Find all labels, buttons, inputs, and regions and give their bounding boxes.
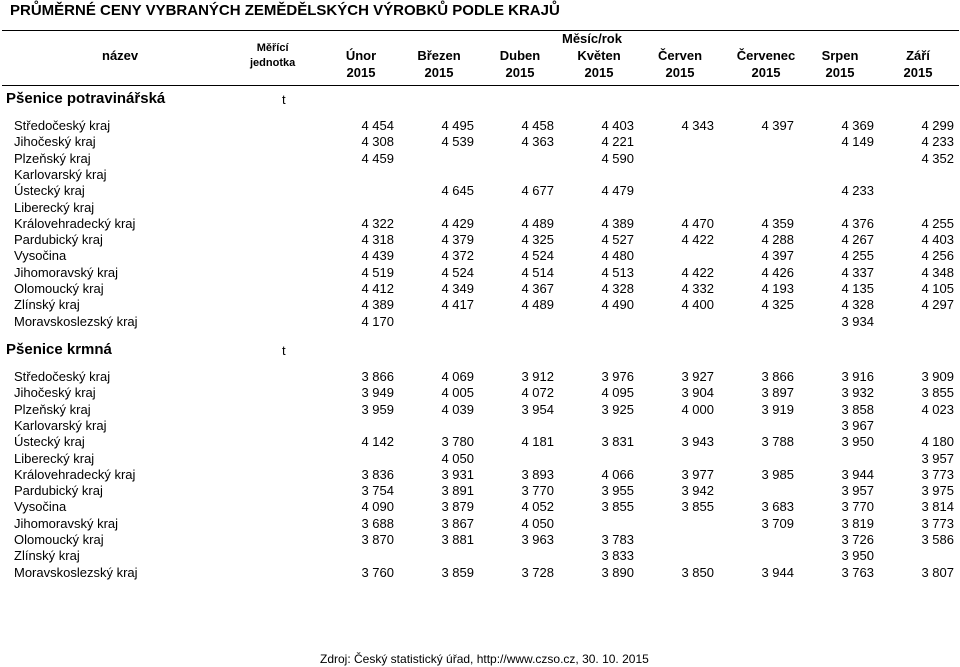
price-cell: 4 480 <box>601 248 634 264</box>
price-cell: 4 426 <box>761 264 794 280</box>
price-cell: 4 403 <box>921 232 954 248</box>
price-cell: 4 297 <box>921 297 954 313</box>
price-cell: 3 904 <box>681 385 714 401</box>
month-header <box>800 47 880 81</box>
price-cell: 4 495 <box>441 118 474 133</box>
price-cell: 4 343 <box>681 118 714 133</box>
price-cell: 3 867 <box>441 515 474 531</box>
price-cell: 3 728 <box>521 564 554 580</box>
month-year: 2015 <box>584 65 614 80</box>
price-cell: 3 950 <box>841 548 874 564</box>
price-cell: 4 105 <box>921 281 954 296</box>
price-cell: 4 454 <box>361 118 394 133</box>
region-name: Liberecký kraj <box>14 450 95 466</box>
month-header <box>559 47 639 81</box>
region-name: Pardubický kraj <box>14 483 103 499</box>
region-name: Moravskoslezský kraj <box>14 564 138 580</box>
price-cell: 3 891 <box>441 483 474 499</box>
month-year: 2015 <box>424 65 454 80</box>
price-cell: 3 985 <box>761 466 794 482</box>
price-cell: 4 677 <box>521 183 554 199</box>
source-footer: Zdroj: Český statistický úřad, http://www.czso.cz, 30. 10. 2015 <box>320 652 649 666</box>
price-cell: 4 233 <box>841 183 874 199</box>
month-header <box>321 47 401 81</box>
price-cell: 3 688 <box>361 515 394 531</box>
region-name: Plzeňský kraj <box>14 150 91 166</box>
price-cell: 4 039 <box>441 401 474 417</box>
month-name: Červen <box>657 48 703 63</box>
price-cell: 4 352 <box>921 150 954 166</box>
price-cell: 3 909 <box>921 369 954 384</box>
price-cell: 4 376 <box>841 215 874 231</box>
price-cell: 3 763 <box>841 564 874 580</box>
price-cell: 4 397 <box>761 118 794 133</box>
price-cell: 4 142 <box>361 434 394 450</box>
section-title: Pšenice krmná <box>6 341 112 358</box>
price-cell: 4 470 <box>681 215 714 231</box>
price-cell: 3 586 <box>921 532 954 547</box>
price-cell: 3 783 <box>601 532 634 547</box>
price-cell: 3 850 <box>681 564 714 580</box>
price-cell: 4 389 <box>601 215 634 231</box>
region-name: Plzeňský kraj <box>14 401 91 417</box>
price-cell: 4 255 <box>841 248 874 264</box>
month-name: Červenec <box>736 48 796 63</box>
price-cell: 3 754 <box>361 483 394 499</box>
price-cell: 3 934 <box>841 313 874 329</box>
price-cell: 3 855 <box>681 499 714 515</box>
price-cell: 3 881 <box>441 532 474 547</box>
price-cell: 4 050 <box>521 515 554 531</box>
price-cell: 4 524 <box>521 248 554 264</box>
price-cell: 3 943 <box>681 434 714 450</box>
month-name: Duben <box>499 48 541 63</box>
price-cell: 4 400 <box>681 297 714 313</box>
price-cell: 4 221 <box>601 134 634 150</box>
price-cell: 4 367 <box>521 281 554 296</box>
price-cell: 3 858 <box>841 401 874 417</box>
region-name: Středočeský kraj <box>14 369 111 384</box>
price-cell: 4 066 <box>601 466 634 482</box>
price-cell: 4 489 <box>521 215 554 231</box>
region-name: Vysočina <box>14 499 67 515</box>
price-cell: 4 349 <box>441 281 474 296</box>
price-cell: 4 325 <box>521 232 554 248</box>
price-cell: 4 417 <box>441 297 474 313</box>
unit-label-line1: Měřící <box>256 42 289 54</box>
price-cell: 4 479 <box>601 183 634 199</box>
price-cell: 4 090 <box>361 499 394 515</box>
price-cell: 4 000 <box>681 401 714 417</box>
month-header <box>399 47 479 81</box>
price-cell: 3 814 <box>921 499 954 515</box>
price-cell: 4 412 <box>361 281 394 296</box>
region-name: Olomoucký kraj <box>14 532 104 547</box>
price-cell: 4 193 <box>761 281 794 296</box>
month-year: 2015 <box>505 65 535 80</box>
price-cell: 4 170 <box>361 313 394 329</box>
price-cell: 3 975 <box>921 483 954 499</box>
month-header <box>726 47 806 81</box>
price-cell: 4 233 <box>921 134 954 150</box>
price-cell: 4 458 <box>521 118 554 133</box>
price-cell: 3 916 <box>841 369 874 384</box>
price-cell: 3 773 <box>921 466 954 482</box>
price-cell: 3 773 <box>921 515 954 531</box>
price-cell: 4 527 <box>601 232 634 248</box>
price-cell: 3 855 <box>601 499 634 515</box>
price-cell: 4 514 <box>521 264 554 280</box>
price-cell: 4 363 <box>521 134 554 150</box>
price-cell: 3 780 <box>441 434 474 450</box>
price-cell: 3 831 <box>601 434 634 450</box>
month-header <box>640 47 720 81</box>
price-cell: 4 149 <box>841 134 874 150</box>
price-cell: 3 931 <box>441 466 474 482</box>
price-cell: 3 879 <box>441 499 474 515</box>
price-cell: 3 807 <box>921 564 954 580</box>
price-cell: 3 897 <box>761 385 794 401</box>
price-cell: 3 942 <box>681 483 714 499</box>
price-cell: 3 967 <box>841 417 874 433</box>
price-cell: 3 683 <box>761 499 794 515</box>
price-cell: 4 389 <box>361 297 394 313</box>
price-cell: 3 770 <box>841 499 874 515</box>
price-cell: 3 919 <box>761 401 794 417</box>
price-cell: 3 760 <box>361 564 394 580</box>
price-cell: 3 726 <box>841 532 874 547</box>
price-cell: 4 288 <box>761 232 794 248</box>
region-name: Ústecký kraj <box>14 183 85 199</box>
region-name: Jihočeský kraj <box>14 134 96 150</box>
price-cell: 4 459 <box>361 150 394 166</box>
price-cell: 4 332 <box>681 281 714 296</box>
price-cell: 3 893 <box>521 466 554 482</box>
price-cell: 3 866 <box>361 369 394 384</box>
page-title: PRŮMĚRNÉ CENY VYBRANÝCH ZEMĚDĚLSKÝCH VÝROBKŮ PODLE KRAJŮ <box>10 2 560 19</box>
month-name: Květen <box>577 48 621 63</box>
price-cell: 4 069 <box>441 369 474 384</box>
price-cell: 3 819 <box>841 515 874 531</box>
price-cell: 4 255 <box>921 215 954 231</box>
price-cell: 4 359 <box>761 215 794 231</box>
price-cell: 4 005 <box>441 385 474 401</box>
price-cell: 4 489 <box>521 297 554 313</box>
price-cell: 3 950 <box>841 434 874 450</box>
column-header-unit <box>250 41 295 71</box>
price-cell: 3 866 <box>761 369 794 384</box>
price-cell: 3 836 <box>361 466 394 482</box>
price-cell: 4 135 <box>841 281 874 296</box>
region-name: Jihomoravský kraj <box>14 515 119 531</box>
price-cell: 4 308 <box>361 134 394 150</box>
price-cell: 3 890 <box>601 564 634 580</box>
month-name: Září <box>906 48 930 63</box>
region-name: Liberecký kraj <box>14 199 95 215</box>
month-year: 2015 <box>665 65 695 80</box>
month-name: Srpen <box>821 48 859 63</box>
price-cell: 4 328 <box>841 297 874 313</box>
price-cell: 4 397 <box>761 248 794 264</box>
price-cell: 3 709 <box>761 515 794 531</box>
price-cell: 4 422 <box>681 264 714 280</box>
price-cell: 4 348 <box>921 264 954 280</box>
price-cell: 4 429 <box>441 215 474 231</box>
month-name: Březen <box>417 48 461 63</box>
month-year: 2015 <box>751 65 781 80</box>
price-cell: 4 322 <box>361 215 394 231</box>
price-cell: 3 870 <box>361 532 394 547</box>
price-cell: 4 052 <box>521 499 554 515</box>
price-cell: 3 959 <box>361 401 394 417</box>
price-cell: 4 379 <box>441 232 474 248</box>
price-cell: 3 949 <box>361 385 394 401</box>
region-name: Pardubický kraj <box>14 232 103 248</box>
region-name: Středočeský kraj <box>14 118 111 133</box>
month-name: Únor <box>345 48 377 63</box>
price-cell: 4 267 <box>841 232 874 248</box>
region-name: Zlínský kraj <box>14 548 80 564</box>
price-cell: 3 932 <box>841 385 874 401</box>
price-cell: 3 859 <box>441 564 474 580</box>
column-header-name: název <box>102 48 139 63</box>
column-group-month-year: Měsíc/rok <box>562 31 622 46</box>
month-year: 2015 <box>903 65 933 80</box>
price-cell: 4 490 <box>601 297 634 313</box>
price-cell: 3 976 <box>601 369 634 384</box>
price-cell: 3 954 <box>521 401 554 417</box>
price-cell: 3 944 <box>761 564 794 580</box>
month-header <box>878 47 958 81</box>
price-cell: 4 095 <box>601 385 634 401</box>
region-name: Moravskoslezský kraj <box>14 313 138 329</box>
region-name: Jihomoravský kraj <box>14 264 119 280</box>
price-cell: 4 645 <box>441 183 474 199</box>
region-name: Ústecký kraj <box>14 434 85 450</box>
region-name: Vysočina <box>14 248 67 264</box>
price-cell: 3 963 <box>521 532 554 547</box>
price-cell: 3 955 <box>601 483 634 499</box>
section-unit: t <box>282 343 286 358</box>
region-name: Královehradecký kraj <box>14 215 136 231</box>
price-cell: 4 181 <box>521 434 554 450</box>
price-cell: 3 927 <box>681 369 714 384</box>
price-cell: 3 944 <box>841 466 874 482</box>
price-cell: 4 180 <box>921 434 954 450</box>
price-cell: 3 925 <box>601 401 634 417</box>
section-title: Pšenice potravinářská <box>6 90 166 107</box>
price-cell: 4 439 <box>361 248 394 264</box>
price-cell: 4 369 <box>841 118 874 133</box>
price-cell: 4 422 <box>681 232 714 248</box>
price-cell: 3 788 <box>761 434 794 450</box>
price-cell: 4 372 <box>441 248 474 264</box>
region-name: Olomoucký kraj <box>14 281 104 296</box>
table-header <box>2 30 959 86</box>
price-cell: 4 299 <box>921 118 954 133</box>
price-cell: 4 519 <box>361 264 394 280</box>
price-cell: 4 050 <box>441 450 474 466</box>
region-name: Královehradecký kraj <box>14 466 136 482</box>
price-cell: 4 328 <box>601 281 634 296</box>
month-year: 2015 <box>825 65 855 80</box>
price-cell: 4 539 <box>441 134 474 150</box>
unit-label-line2: jednotka <box>250 57 296 69</box>
price-cell: 4 256 <box>921 248 954 264</box>
price-cell: 4 325 <box>761 297 794 313</box>
price-cell: 3 957 <box>841 483 874 499</box>
section-unit: t <box>282 92 286 107</box>
month-header <box>480 47 560 81</box>
region-name: Jihočeský kraj <box>14 385 96 401</box>
price-cell: 4 337 <box>841 264 874 280</box>
price-cell: 3 912 <box>521 369 554 384</box>
price-cell: 4 023 <box>921 401 954 417</box>
price-cell: 3 833 <box>601 548 634 564</box>
price-cell: 4 524 <box>441 264 474 280</box>
price-cell: 3 957 <box>921 450 954 466</box>
price-cell: 3 855 <box>921 385 954 401</box>
region-name: Karlovarský kraj <box>14 166 107 182</box>
region-name: Zlínský kraj <box>14 297 80 313</box>
price-cell: 3 770 <box>521 483 554 499</box>
price-cell: 4 403 <box>601 118 634 133</box>
region-name: Karlovarský kraj <box>14 417 107 433</box>
price-cell: 4 318 <box>361 232 394 248</box>
price-cell: 4 590 <box>601 150 634 166</box>
price-cell: 4 072 <box>521 385 554 401</box>
month-year: 2015 <box>346 65 376 80</box>
price-cell: 4 513 <box>601 264 634 280</box>
price-cell: 3 977 <box>681 466 714 482</box>
